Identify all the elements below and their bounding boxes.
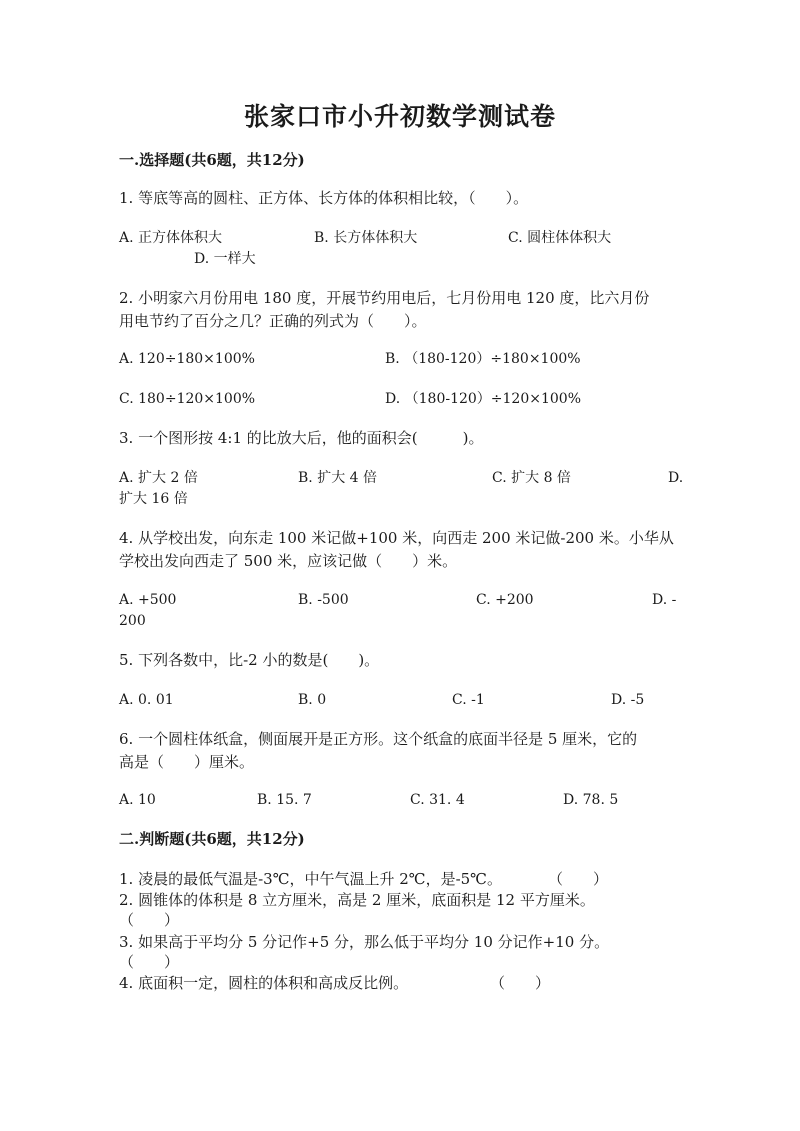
question-stem: 1. 等底等高的圆柱、正方体、长方体的体积相比较，（ ）。	[119, 189, 529, 207]
question-stem: 2. 小明家六月份用电 180 度，开展节约用电后，七月份用电 120 度，比六月份	[119, 289, 650, 307]
question-stem: 3. 一个图形按 4:1 的比放大后，他的面积会( )。	[119, 429, 484, 447]
option-a: A. 120÷180×100%	[119, 351, 255, 367]
judgement-item: 1. 凌晨的最低气温是-3℃，中午气温上升 2℃，是-5℃。	[119, 870, 502, 888]
option-b: B. 15. 7	[257, 792, 312, 808]
judgement-item: 4. 底面积一定，圆柱的体积和高成反比例。	[119, 974, 409, 992]
option-b: B. 0	[298, 692, 327, 708]
option-d-text: 200	[119, 613, 146, 629]
option-c: C. 圆柱体体积大	[508, 230, 612, 246]
option-c: C. -1	[452, 692, 485, 708]
answer-blank: （ ）	[490, 974, 551, 992]
option-c: C. 180÷120×100%	[119, 391, 256, 407]
option-b: B. 长方体体积大	[314, 230, 418, 246]
answer-blank: （ ）	[548, 870, 609, 888]
option-d: D.	[668, 470, 684, 486]
option-a: A. 0. 01	[119, 692, 174, 708]
option-c: C. 扩大 8 倍	[492, 470, 571, 486]
section-heading-choice: 一.选择题(共6题，共12分)	[119, 151, 305, 169]
option-b: B. 扩大 4 倍	[298, 470, 377, 486]
option-a: A. 正方体体积大	[119, 230, 223, 246]
option-d: D. -5	[611, 692, 645, 708]
question-stem-line2: 高是（ ）厘米。	[119, 753, 255, 771]
question-stem: 4. 从学校出发，向东走 100 米记做+100 米，向西走 200 米记做-200 米。小华从	[119, 529, 674, 547]
judgement-item: 3. 如果高于平均分 5 分记作+5 分，那么低于平均分 10 分记作+10 分。	[119, 933, 610, 951]
page-title: 张家口市小升初数学测试卷	[243, 102, 556, 131]
option-d: D. （180-120）÷120×100%	[385, 391, 582, 407]
option-d: D. 一样大	[194, 251, 256, 267]
option-a: A. +500	[119, 592, 177, 608]
judgement-item: 2. 圆锥体的体积是 8 立方厘米，高是 2 厘米，底面积是 12 平方厘米。	[119, 891, 595, 909]
option-d-text: 扩大 16 倍	[119, 491, 188, 507]
answer-blank: （ ）	[119, 953, 180, 971]
option-a: A. 扩大 2 倍	[119, 470, 198, 486]
question-stem: 5. 下列各数中，比-2 小的数是( )。	[119, 651, 380, 669]
question-stem: 6. 一个圆柱体纸盒，侧面展开是正方形。这个纸盒的底面半径是 5 厘米，它的	[119, 730, 638, 748]
question-stem-line2: 用电节约了百分之几？正确的列式为（ ）。	[119, 312, 427, 330]
option-d: D. 78. 5	[563, 792, 619, 808]
option-a: A. 10	[119, 792, 156, 808]
answer-blank: （ ）	[119, 911, 180, 929]
section-heading-judgement: 二.判断题(共6题，共12分)	[119, 830, 305, 848]
question-stem-line2: 学校出发向西走了 500 米，应该记做（ ）米。	[119, 552, 458, 570]
option-c: C. +200	[476, 592, 534, 608]
option-b: B. -500	[298, 592, 349, 608]
option-b: B. （180-120）÷180×100%	[385, 351, 581, 367]
option-d: D. -	[652, 592, 677, 608]
option-c: C. 31. 4	[410, 792, 465, 808]
